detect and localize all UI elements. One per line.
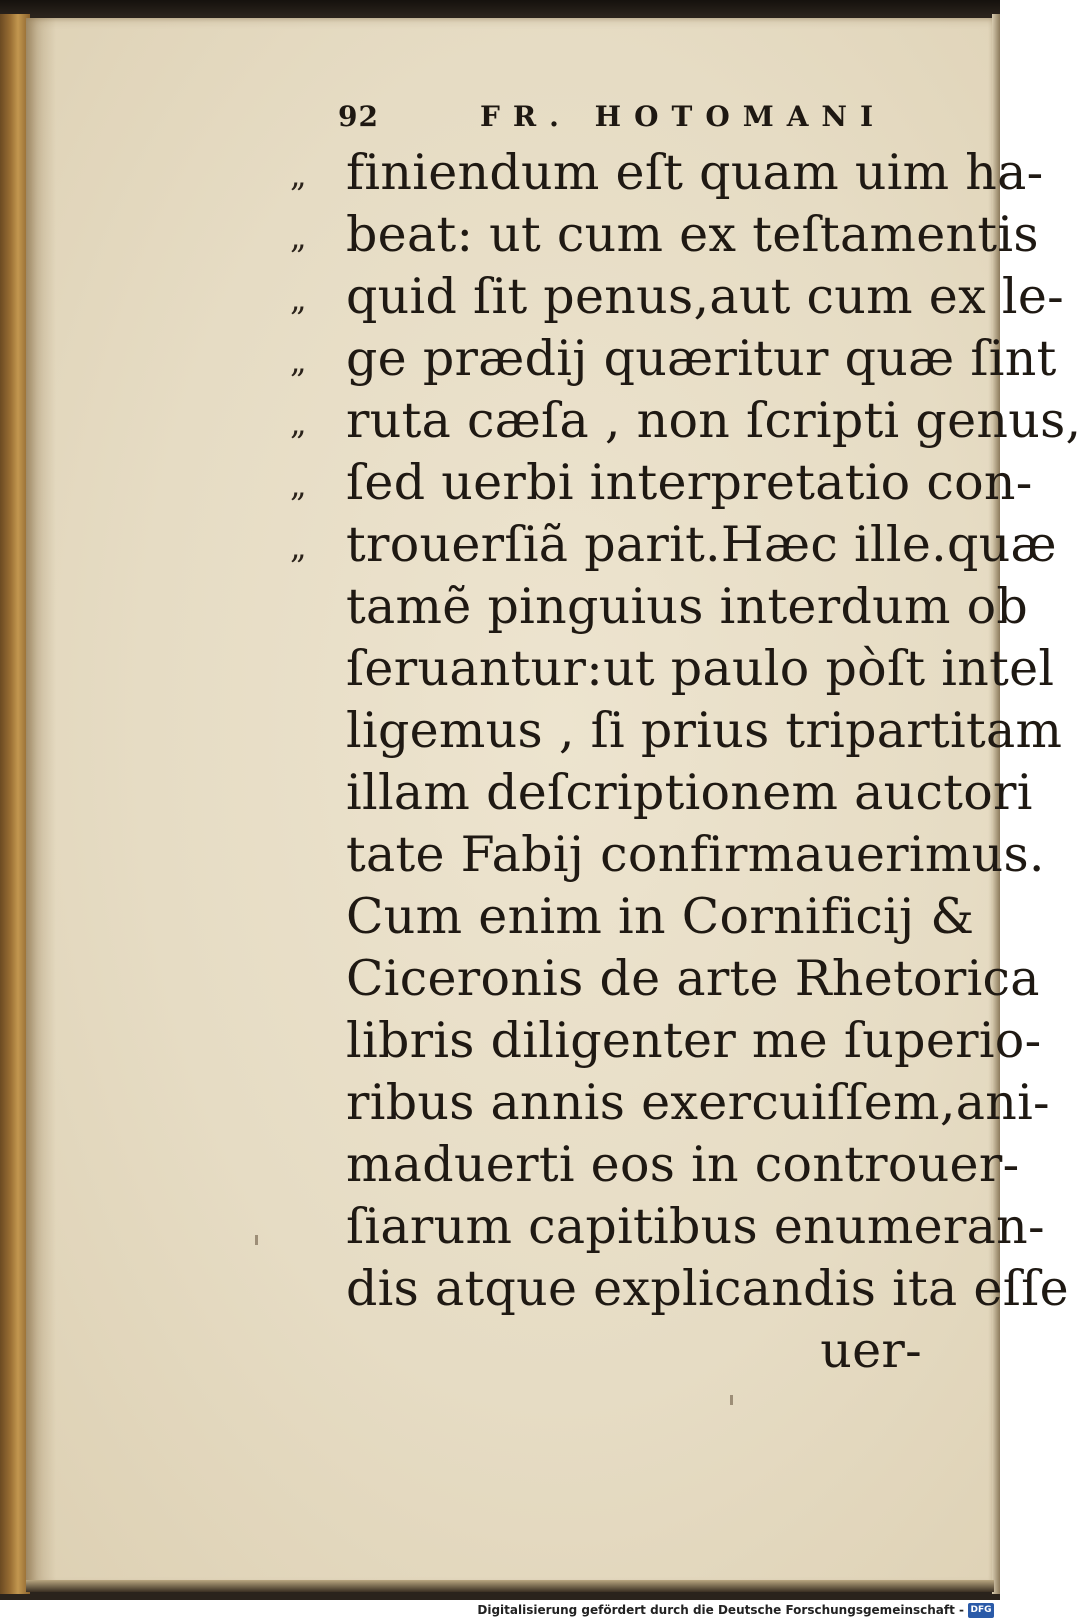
text-line (290, 1196, 1045, 1258)
line-text: dis atque explicandis ita eſſe (346, 1260, 1069, 1317)
quotation-mark: „ (290, 218, 307, 256)
line-text: Ciceronis de arte Rhetorica (346, 950, 1040, 1007)
text-line (290, 700, 1063, 762)
text-line (290, 948, 1040, 1010)
running-head: FR. HOTOMANI (480, 100, 887, 133)
line-text: ligemus , ſi prius tripartitam (346, 702, 1063, 759)
catchword-line (290, 1320, 980, 1382)
text-line (290, 1010, 1042, 1072)
page-gutter-shadow (26, 18, 56, 1588)
text-line (290, 576, 1029, 638)
text-line (290, 762, 1033, 824)
line-text: ge prædij quæritur quæ ſint (346, 330, 1057, 387)
quotation-mark: „ (290, 528, 307, 566)
line-text: Cum enim in Cornificij & (346, 888, 975, 945)
page-header (338, 98, 898, 138)
line-text: ribus annis exercuiſſem,ani- (346, 1074, 1050, 1131)
page-number: 92 (338, 100, 379, 133)
catchword: uer- (820, 1322, 922, 1379)
line-text: beat: ut cum ex teſtamentis (346, 206, 1039, 263)
paper-speck (730, 1395, 733, 1405)
line-text: ſeruantur:ut paulo pòſt intel (346, 640, 1055, 697)
text-line (290, 514, 1057, 576)
line-text: trouerſiã parit.Hæc ille.quæ (346, 516, 1057, 573)
text-line (290, 1072, 1050, 1134)
text-line (290, 328, 1057, 390)
text-line (290, 638, 1055, 700)
line-text: tate Fabij confirmauerimus. (346, 826, 1045, 883)
text-line (290, 142, 1044, 204)
text-line (290, 452, 1033, 514)
line-text: illam deſcriptionem auctori (346, 764, 1033, 821)
main-text-block (290, 142, 1081, 1382)
quotation-mark: „ (290, 280, 307, 318)
funding-credit: Digitalisierung gefördert durch die Deutsche Forschungsgemeinschaft - (477, 1603, 964, 1617)
paper-speck (255, 1235, 258, 1245)
text-line (290, 886, 980, 948)
line-text: finiendum eſt quam uim ha- (346, 144, 1044, 201)
text-line (290, 1258, 1069, 1320)
scan-top-border (0, 0, 1000, 16)
line-text: ruta cæſa , non ſcripti genus, (346, 392, 1081, 449)
text-line (290, 1134, 1020, 1196)
digitization-footer (0, 1600, 1000, 1622)
text-line (290, 204, 1039, 266)
line-text: ſed uerbi interpretatio con- (346, 454, 1033, 511)
text-line (290, 266, 1065, 328)
line-text: maduerti eos in controuer- (346, 1136, 1020, 1193)
quotation-mark: „ (290, 404, 307, 442)
text-line (290, 390, 1081, 452)
text-line (290, 824, 1045, 886)
quotation-mark: „ (290, 342, 307, 380)
line-text: libris diligenter me ſuperio- (346, 1012, 1042, 1069)
line-text: tamẽ pinguius interdum ob (346, 578, 1029, 635)
dfg-logo-icon: DFG (968, 1603, 994, 1618)
page-bottom-edge (26, 1580, 994, 1592)
quotation-mark: „ (290, 156, 307, 194)
quotation-mark: „ (290, 466, 307, 504)
line-text: quid ſit penus,aut cum ex le- (346, 268, 1065, 325)
line-text: ſiarum capitibus enumeran- (346, 1198, 1045, 1255)
